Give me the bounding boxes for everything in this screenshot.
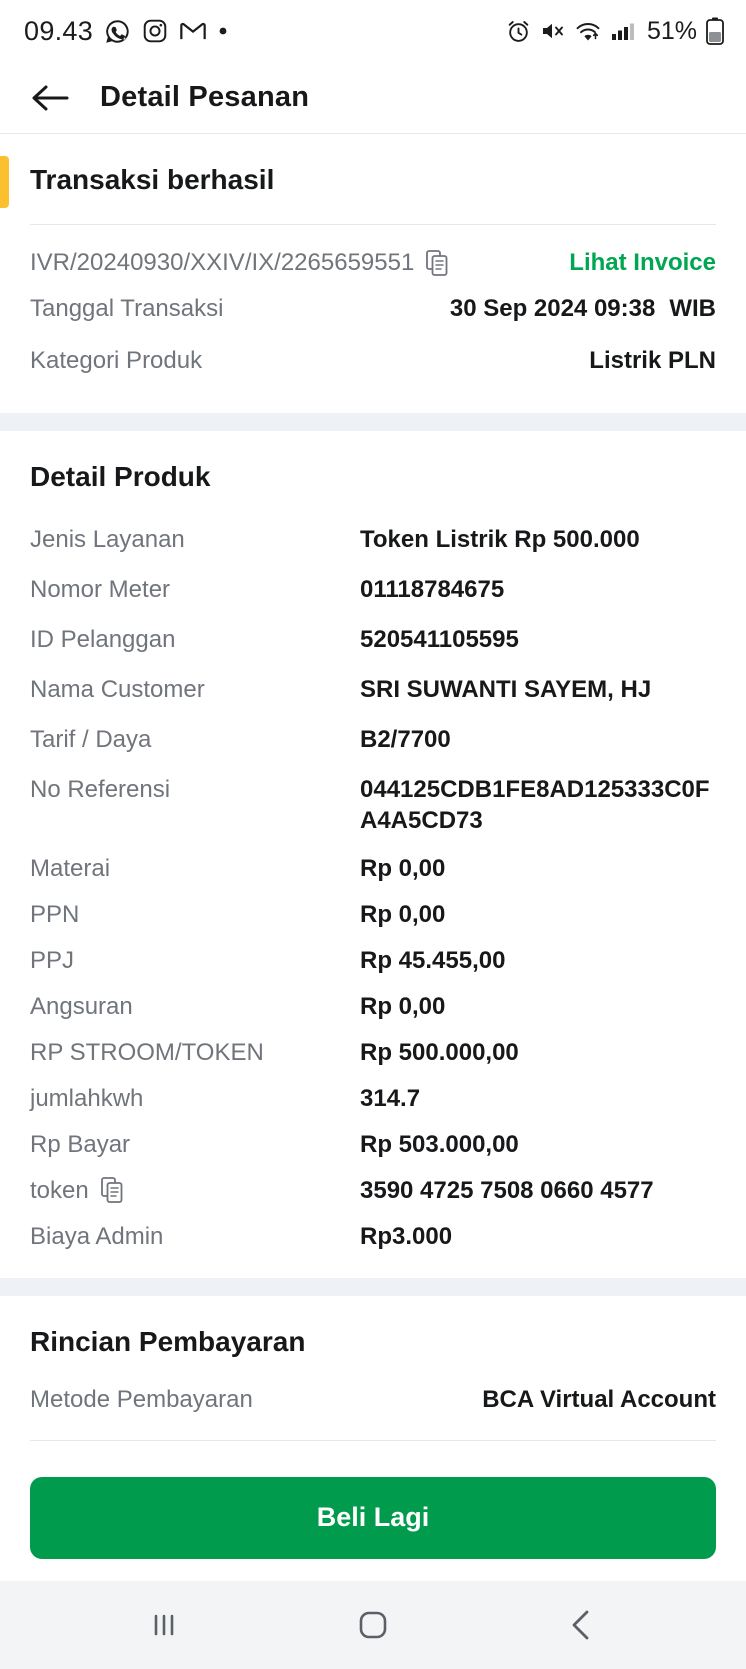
- detail-value: 520541105595: [360, 625, 519, 653]
- detail-key: Rp Bayar: [30, 1130, 131, 1158]
- status-accent-bar: [0, 156, 9, 208]
- section-gap: [0, 413, 746, 431]
- detail-key: RP STROOM/TOKEN: [30, 1038, 264, 1066]
- app-bar: [0, 62, 746, 134]
- gmail-icon: [179, 18, 207, 44]
- transaction-status-card: [0, 134, 746, 413]
- detail-value: 044125CDB1FE8AD125333C0FA4A5CD73: [360, 775, 710, 835]
- detail-row: [30, 1076, 716, 1122]
- detail-key: Biaya Admin: [30, 1222, 164, 1250]
- detail-row: [30, 1030, 716, 1076]
- detail-row: [30, 938, 716, 984]
- detail-row: [30, 892, 716, 938]
- status-time: 09.43: [24, 15, 94, 46]
- invoice-row: [30, 225, 716, 283]
- page-title: Detail Pesanan: [100, 81, 310, 113]
- detail-value: Rp 0,00: [360, 855, 446, 883]
- mute-icon: [540, 19, 566, 43]
- detail-key: PPN: [30, 901, 80, 929]
- detail-value: Token Listrik Rp 500.000: [360, 526, 640, 553]
- detail-value: Rp 0,00: [360, 901, 446, 929]
- detail-value: 314.7: [360, 1084, 421, 1112]
- detail-value: Rp 503.000,00: [360, 1130, 519, 1158]
- payment-method-value: BCA Virtual Account: [482, 1385, 716, 1413]
- divider: [30, 1440, 716, 1441]
- detail-row: [30, 615, 716, 665]
- detail-value: 01118784675: [360, 575, 505, 603]
- detail-row: [30, 515, 716, 565]
- detail-key: Angsuran: [30, 993, 133, 1021]
- status-bar-right: [506, 17, 724, 46]
- detail-row-token: [30, 1168, 716, 1214]
- home-icon[interactable]: [353, 1605, 393, 1645]
- whatsapp-icon: [104, 18, 131, 45]
- wifi-icon: [575, 19, 601, 43]
- detail-key: ID Pelanggan: [30, 625, 176, 653]
- invoice-id: [30, 249, 448, 277]
- detail-key: Materai: [30, 855, 111, 883]
- detail-key-text: token: [30, 1176, 89, 1204]
- back-chevron-icon[interactable]: [562, 1607, 602, 1643]
- dot-icon: [218, 26, 228, 36]
- alarm-icon: [506, 19, 531, 44]
- detail-row: [30, 1214, 716, 1260]
- cta-container: [0, 1459, 746, 1581]
- payment-detail-title: Rincian Pembayaran: [30, 1325, 306, 1357]
- detail-row: [30, 846, 716, 892]
- payment-detail-section: [0, 1296, 746, 1459]
- detail-value: SRI SUWANTI SAYEM, HJ: [360, 675, 652, 703]
- detail-key: Nama Customer: [30, 675, 205, 703]
- copy-icon[interactable]: [426, 250, 448, 276]
- detail-key: Nomor Meter: [30, 575, 171, 603]
- instagram-icon: [142, 18, 168, 44]
- detail-key: Jenis Layanan: [30, 526, 185, 553]
- detail-value: Rp 45.455,00: [360, 947, 506, 975]
- detail-value-token: 3590 4725 7508 0660 4577: [360, 1176, 654, 1204]
- detail-row: [30, 715, 716, 765]
- battery-icon: [706, 17, 724, 45]
- system-navigation-bar: [0, 1581, 746, 1669]
- section-gap: [0, 1278, 746, 1296]
- status-bar: [0, 0, 746, 62]
- invoice-id-text: IVR/20240930/XXIV/IX/2265659551: [30, 249, 415, 276]
- status-bar-left: [24, 16, 228, 47]
- detail-value: Rp 500.000,00: [360, 1038, 519, 1066]
- meta-row-date: [30, 283, 716, 335]
- signal-icon: [610, 19, 636, 43]
- detail-key: PPJ: [30, 947, 75, 975]
- buy-again-button[interactable]: Beli Lagi: [30, 1477, 716, 1559]
- meta-value-date: [450, 295, 716, 323]
- meta-row-category: [30, 335, 716, 387]
- payment-method-row: [30, 1380, 716, 1414]
- payment-method-label: Metode Pembayaran: [30, 1385, 253, 1413]
- detail-key: jumlahkwh: [30, 1084, 144, 1112]
- recents-icon[interactable]: [144, 1609, 184, 1641]
- view-invoice-link[interactable]: Lihat Invoice: [569, 249, 716, 276]
- detail-key: No Referensi: [30, 775, 171, 803]
- meta-value-date-text: 30 Sep 2024 09:38: [449, 295, 656, 322]
- detail-value: Rp3.000: [360, 1222, 453, 1250]
- detail-row: [30, 665, 716, 715]
- meta-value-date-suffix: WIB: [669, 295, 716, 322]
- product-detail-title: Detail Produk: [30, 461, 211, 492]
- scroll-content[interactable]: [0, 134, 746, 1459]
- meta-key-date: Tanggal Transaksi: [30, 295, 224, 322]
- detail-row: [30, 765, 716, 847]
- detail-row: [30, 984, 716, 1030]
- detail-key: [30, 1175, 360, 1206]
- detail-key: Tarif / Daya: [30, 725, 152, 753]
- back-arrow-icon[interactable]: [30, 83, 70, 113]
- product-detail-section: [0, 431, 746, 1278]
- detail-row: [30, 565, 716, 615]
- meta-value-category: Listrik PLN: [589, 347, 716, 374]
- meta-key-category: Kategori Produk: [30, 347, 203, 374]
- detail-row: [30, 1122, 716, 1168]
- detail-value: Rp 0,00: [360, 993, 446, 1021]
- battery-percent: 51%: [646, 16, 697, 45]
- copy-icon[interactable]: [101, 1177, 123, 1203]
- detail-value: B2/7700: [360, 725, 451, 753]
- transaction-status-title: Transaksi berhasil: [30, 164, 275, 195]
